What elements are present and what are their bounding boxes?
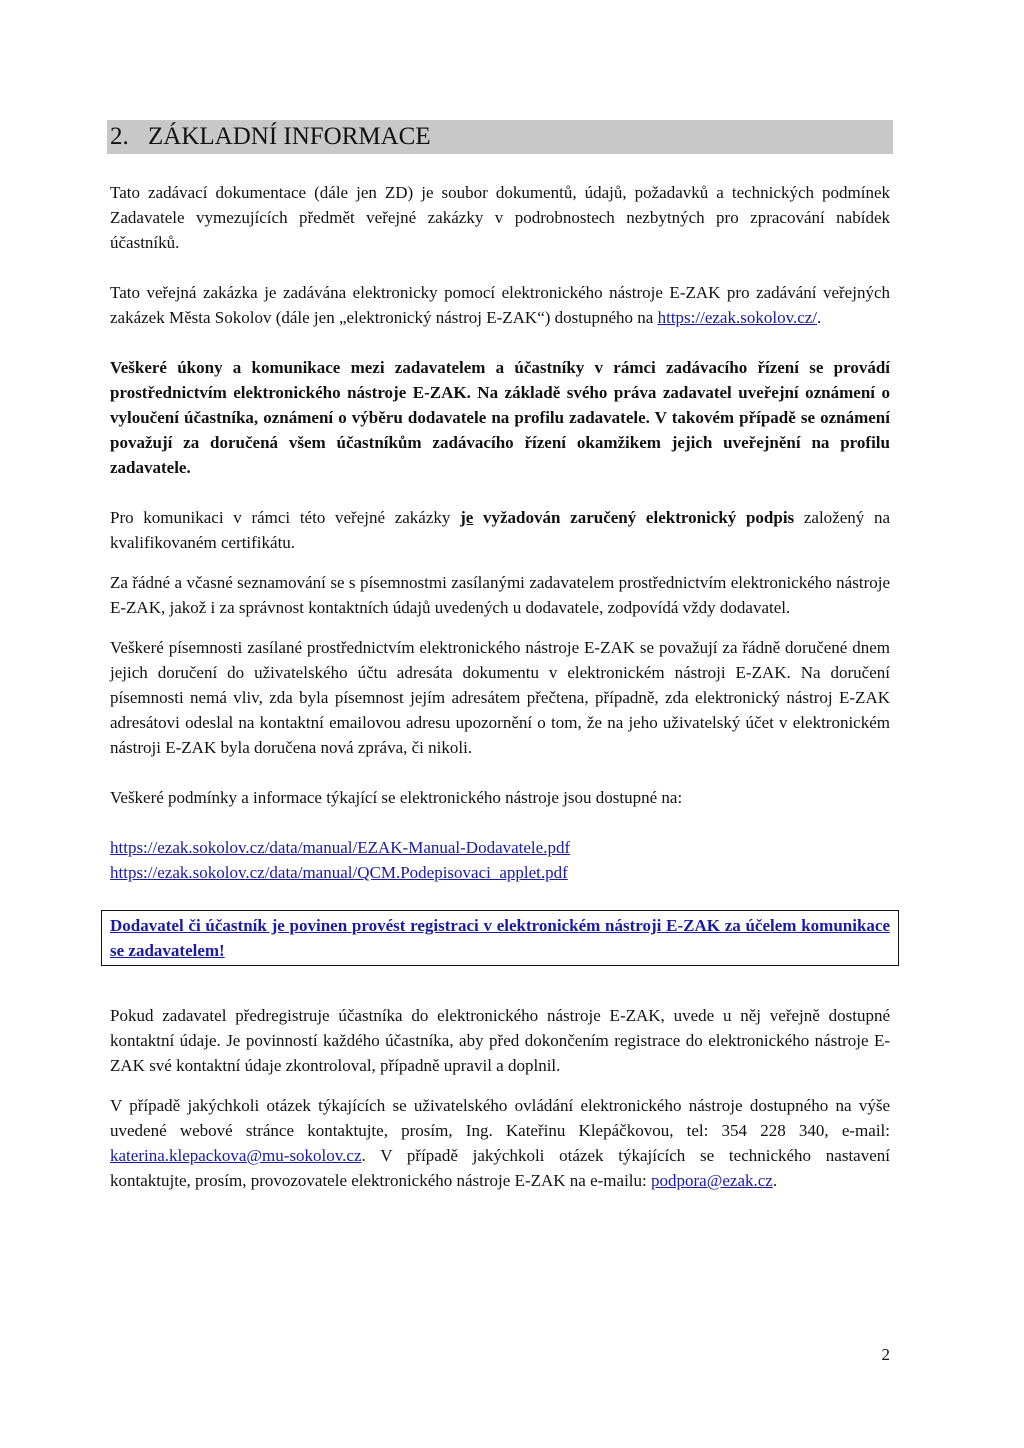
- paragraph-signature: [110, 505, 890, 555]
- signature-je: je: [460, 508, 474, 527]
- paragraph-ezak-end: .: [817, 308, 822, 327]
- section-number: 2.: [110, 123, 129, 150]
- paragraph-contact: [110, 1093, 890, 1193]
- paragraph-intro: Tato zadávací dokumentace (dále jen ZD) je soubor dokumentů, údajů, požadavků a technických podmínek Zadavatele vymezujících předmět veřejné zakázky v podrobnostech nezbytných pro zpracování nabídek účastníků.: [110, 183, 890, 252]
- registration-notice: Dodavatel či účastník je povinen provést registraci v elektronickém nástroji E-ZAK za účelem komunikace se zadavatelem!: [101, 910, 899, 966]
- paragraph-delivery: Veškeré písemnosti zasílané prostřednictvím elektronického nástroje E-ZAK se považují za řádně doručené dnem jejich doručení do uživatelského účtu adresáta dokumentu v elektronickém nástroji E-ZAK. Na doručení písemnosti nemá vliv, zda byla písemnost jejím adresátem přečtena, případně, zda elektronický nástroj E-ZAK adresátovi odeslal na kontaktní emailovou adresu upozornění o tom, že na jeho uživatelský účet v elektronickém nástroji E-ZAK byla doručena nová zpráva, či nikoli.: [110, 638, 890, 757]
- manual-links: [110, 835, 890, 885]
- support-email-link[interactable]: podpora@ezak.cz: [651, 1171, 773, 1190]
- contact-email-link[interactable]: katerina.klepackova@mu-sokolov.cz: [110, 1146, 362, 1165]
- paragraph-ezak-text: Tato veřejná zakázka je zadávána elektronicky pomocí elektronického nástroje E-ZAK pro zadávání veřejných zakázek Města Sokolov (dále jen „elektronický nástroj E-ZAK“) dostupného na: [110, 283, 890, 327]
- page-number: 2: [881, 1345, 890, 1364]
- signature-text-before: Pro komunikaci v rámci této veřejné zakázky: [110, 508, 461, 527]
- contact-end: .: [772, 1171, 778, 1190]
- paragraph-communication: Veškeré úkony a komunikace mezi zadavatelem a účastníky v rámci zadávacího řízení se provádí prostřednictvím elektronického nástroje E-ZAK. Na základě svého práva zadavatel uveřejní oznámení o vyloučení účastníka, oznámení o výběru dodavatele na profilu zadavatele. V takovém případě se oznámení považují za doručená všem účastníkům zadávacího řízení okamžikem jejich uveřejnění na profilu zadavatele.: [110, 358, 890, 477]
- signature-text-after: založený na kvalifikovaném certifikátu.: [110, 508, 890, 552]
- manual-link-applet[interactable]: https://ezak.sokolov.cz/data/manual/QCM.Podepisovaci_applet.pdf: [110, 863, 568, 882]
- contact-text-1: V případě jakýchkoli otázek týkajících se uživatelského ovládání elektronického nástroje dostupného na výše uvedené webové stránce kontaktujte, prosím, Ing. Kateřinu Klepáčkovou, tel: 354 228 340, e-mail:: [110, 1096, 890, 1140]
- section-heading: [107, 120, 893, 154]
- signature-required: vyžadován zaručený elektronický podpis: [473, 508, 795, 527]
- paragraph-conditions: Veškeré podmínky a informace týkající se elektronického nástroje jsou dostupné na:: [110, 788, 683, 807]
- paragraph-ezak: [110, 280, 890, 330]
- contact-text-2: . V případě jakýchkoli otázek týkajících se technického nastavení kontaktujte, prosím, provozovatele elektronického nástroje E-ZAK na e-mailu:: [110, 1146, 890, 1190]
- paragraph-responsibility: Za řádné a včasné seznamování se s písemnostmi zasílanými zadavatelem prostřednictvím elektronického nástroje E-ZAK, jakož i za správnost kontaktních údajů uvedených u dodavatele, zodpovídá vždy dodavatel.: [110, 573, 890, 617]
- document-body: [110, 180, 890, 1218]
- ezak-link[interactable]: https://ezak.sokolov.cz/: [657, 308, 818, 327]
- section-title: ZÁKLADNÍ INFORMACE: [148, 123, 431, 150]
- manual-link-dodavatele[interactable]: https://ezak.sokolov.cz/data/manual/EZAK-Manual-Dodavatele.pdf: [110, 838, 571, 857]
- paragraph-preregistration: Pokud zadavatel předregistruje účastníka do elektronického nástroje E-ZAK, uvede u něj veřejně dostupné kontaktní údaje. Je povinností každého účastníka, aby před dokončením registrace do elektronického nástroje E-ZAK své kontaktní údaje zkontroloval, případně upravil a doplnil.: [110, 1006, 890, 1075]
